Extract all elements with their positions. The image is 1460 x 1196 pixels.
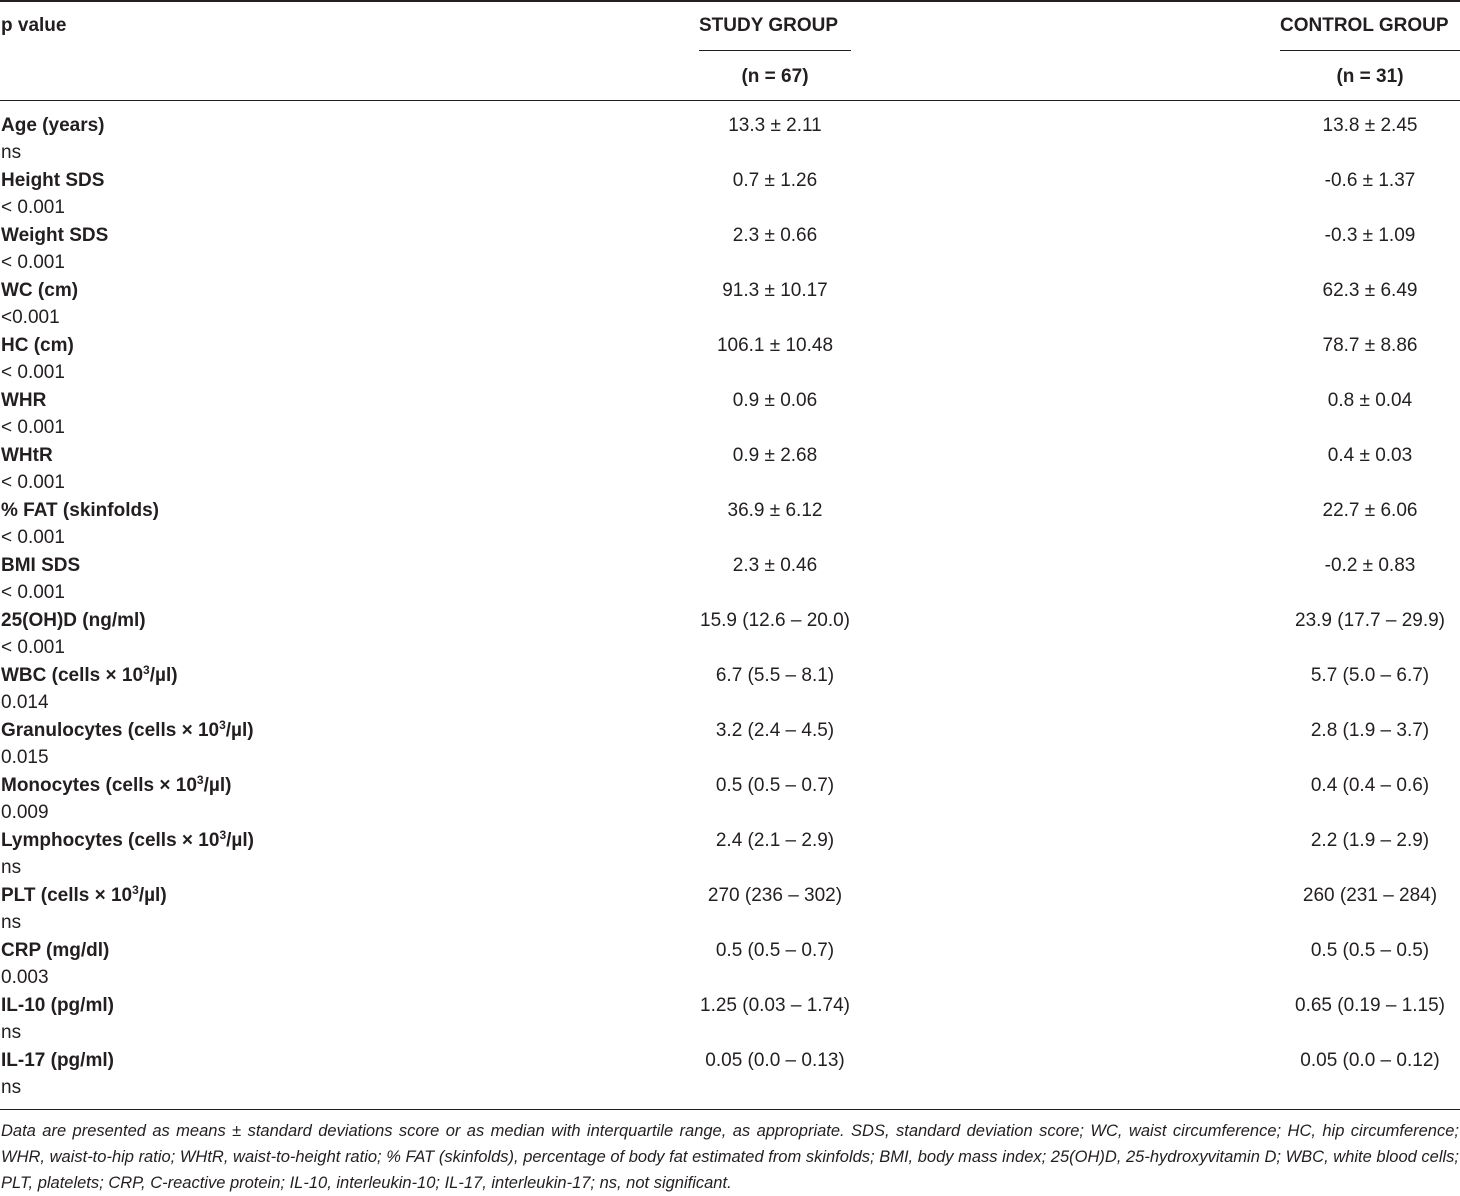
row-parameter [1, 388, 46, 414]
row-control-value: 0.65 (0.19 – 1.15) [1295, 995, 1445, 1016]
row-p-value: < 0.001 [1, 527, 65, 548]
table-row [0, 608, 1460, 663]
row-study-value: 2.3 ± 0.46 [732, 555, 818, 576]
control-header-underline [1280, 50, 1460, 51]
row-parameter-unit: /µl) [149, 665, 178, 686]
row-parameter [1, 278, 78, 304]
row-parameter-superscript: 3 [143, 663, 150, 677]
row-control-value: 5.7 (5.0 – 6.7) [1310, 665, 1430, 686]
table-body [0, 113, 1460, 1103]
row-p-value: 0.015 [1, 747, 49, 768]
row-p-value: 0.009 [1, 802, 49, 823]
row-study-value: 0.05 (0.0 – 0.13) [705, 1050, 845, 1071]
row-study-value: 0.5 (0.5 – 0.7) [715, 940, 835, 961]
row-p-value: 0.003 [1, 967, 49, 988]
row-parameter-unit: /µl) [203, 775, 232, 796]
row-parameter-label: Lymphocytes (cells × 10 [1, 830, 220, 851]
row-parameter-label: IL-17 (pg/ml) [1, 1050, 114, 1071]
row-control-value: 23.9 (17.7 – 29.9) [1295, 610, 1445, 631]
row-parameter-label: BMI SDS [1, 555, 81, 576]
table-row [0, 663, 1460, 718]
table-top-rule [0, 0, 1460, 2]
row-parameter [1, 553, 80, 579]
row-control-value: -0.6 ± 1.37 [1324, 170, 1416, 191]
row-study-value: 13.3 ± 2.11 [728, 115, 822, 136]
row-parameter [1, 773, 231, 799]
row-parameter-label: HC (cm) [1, 335, 74, 356]
row-study-value: 15.9 (12.6 – 20.0) [700, 610, 850, 631]
table-row [0, 1048, 1460, 1103]
table-row [0, 993, 1460, 1048]
row-control-value: 0.05 (0.0 – 0.12) [1300, 1050, 1440, 1071]
row-control-value: 78.7 ± 8.86 [1322, 335, 1418, 356]
row-control-value: 0.4 ± 0.03 [1327, 445, 1413, 466]
row-p-value: ns [1, 1077, 22, 1098]
row-parameter-label: Weight SDS [1, 225, 109, 246]
table-row [0, 938, 1460, 993]
row-parameter-label: 25(OH)D (ng/ml) [1, 610, 146, 631]
row-p-value: ns [1, 857, 22, 878]
row-parameter [1, 1048, 114, 1074]
row-p-value: < 0.001 [1, 252, 65, 273]
row-p-value: ns [1, 912, 22, 933]
header-bottom-rule [0, 100, 1460, 101]
row-control-value: 0.8 ± 0.04 [1327, 390, 1413, 411]
table-row [0, 828, 1460, 883]
row-parameter-unit: /µl) [138, 885, 167, 906]
row-parameter-label: Granulocytes (cells × 10 [1, 720, 220, 741]
row-study-value: 1.25 (0.03 – 1.74) [700, 995, 850, 1016]
row-parameter-unit: /µl) [225, 720, 254, 741]
row-parameter-unit: /µl) [226, 830, 254, 851]
table-row [0, 498, 1460, 553]
row-p-value: <0.001 [1, 307, 60, 328]
row-parameter-superscript: 3 [219, 828, 227, 842]
row-parameter [1, 883, 167, 909]
row-p-value: < 0.001 [1, 197, 65, 218]
row-parameter [1, 663, 178, 689]
table-row [0, 333, 1460, 388]
table-row [0, 278, 1460, 333]
row-parameter-label: Height SDS [1, 170, 105, 191]
row-study-value: 3.2 (2.4 – 4.5) [715, 720, 835, 741]
table-row [0, 443, 1460, 498]
row-parameter [1, 498, 159, 524]
row-control-value: 2.8 (1.9 – 3.7) [1310, 720, 1430, 741]
row-study-value: 0.5 (0.5 – 0.7) [715, 775, 835, 796]
row-parameter [1, 168, 104, 194]
row-parameter [1, 993, 114, 1019]
row-parameter-label: IL-10 (pg/ml) [1, 995, 114, 1016]
row-p-value: < 0.001 [1, 582, 65, 603]
row-parameter-label: WC (cm) [1, 280, 79, 301]
row-control-value: 0.4 (0.4 – 0.6) [1310, 775, 1430, 796]
study-header-underline [699, 50, 851, 51]
table-row [0, 718, 1460, 773]
row-parameter-label: WHR [1, 390, 47, 411]
row-control-value: 13.8 ± 2.45 [1322, 115, 1418, 136]
row-p-value: < 0.001 [1, 637, 65, 658]
row-study-value: 0.7 ± 1.26 [732, 170, 818, 191]
row-parameter [1, 443, 53, 469]
table-row [0, 773, 1460, 828]
table-row [0, 113, 1460, 168]
row-study-value: 0.9 ± 2.68 [732, 445, 818, 466]
table-row [0, 553, 1460, 608]
row-study-value: 2.4 (2.1 – 2.9) [715, 830, 835, 851]
row-p-value: ns [1, 1022, 22, 1043]
row-p-value: < 0.001 [1, 362, 65, 383]
table-row [0, 883, 1460, 938]
row-parameter-label: % FAT (skinfolds) [1, 500, 159, 521]
row-parameter-superscript: 3 [219, 718, 226, 732]
row-study-value: 270 (236 – 302) [707, 885, 843, 906]
row-p-value: < 0.001 [1, 472, 65, 493]
row-control-value: -0.2 ± 0.83 [1324, 555, 1416, 576]
row-study-value: 91.3 ± 10.17 [722, 280, 828, 301]
row-control-value: 260 (231 – 284) [1302, 885, 1438, 906]
row-control-value: 62.3 ± 6.49 [1322, 280, 1418, 301]
row-parameter [1, 223, 108, 249]
row-parameter-superscript: 3 [132, 883, 139, 897]
row-parameter [1, 828, 254, 854]
row-study-value: 6.7 (5.5 – 8.1) [715, 665, 835, 686]
row-parameter-superscript: 3 [196, 773, 204, 787]
table-footnote: Data are presented as means ± standard deviations score or as median with interquartile range, as appropriate. SDS, standard deviation score; WC, waist circumference; HC, hip circumference; WHR, waist-to-hip ratio; WHtR, waist-to-height ratio; % FAT (skinfolds), percentage of body fat estimated from skinfolds; BMI, body mass index; 25(OH)D, 25-hydroxyvitamin D; WBC, white blood cells; PLT, platelets; CRP, C-reactive protein; IL-10, interleukin-10; IL-17, interleukin-17; ns, not significant. [1, 1122, 1459, 1192]
row-parameter [1, 333, 74, 359]
row-parameter [1, 608, 146, 634]
study-group-header: STUDY GROUP [699, 15, 839, 36]
table-row [0, 388, 1460, 443]
study-group-n: (n = 67) [741, 66, 809, 87]
table-row [0, 168, 1460, 223]
row-parameter-label: Monocytes (cells × 10 [1, 775, 197, 796]
row-study-value: 0.9 ± 0.06 [732, 390, 818, 411]
row-parameter-label: CRP (mg/dl) [1, 940, 110, 961]
row-parameter-label: PLT (cells × 10 [1, 885, 133, 906]
control-group-n: (n = 31) [1336, 66, 1404, 87]
row-parameter-label: Age (years) [1, 115, 105, 136]
row-study-value: 106.1 ± 10.48 [716, 335, 834, 356]
row-study-value: 2.3 ± 0.66 [732, 225, 818, 246]
row-parameter-label: WBC (cells × 10 [1, 665, 144, 686]
row-parameter [1, 938, 109, 964]
row-p-value: ns [1, 142, 22, 163]
p-value-header: p value [1, 15, 67, 36]
row-control-value: 2.2 (1.9 – 2.9) [1310, 830, 1430, 851]
table-row [0, 223, 1460, 278]
control-group-header: CONTROL GROUP [1280, 15, 1449, 36]
row-control-value: 22.7 ± 6.06 [1322, 500, 1418, 521]
row-parameter [1, 718, 254, 744]
row-p-value: 0.014 [1, 692, 49, 713]
row-study-value: 36.9 ± 6.12 [727, 500, 823, 521]
row-control-value: 0.5 (0.5 – 0.5) [1310, 940, 1430, 961]
row-parameter [1, 113, 105, 139]
row-parameter-label: WHtR [1, 445, 53, 466]
row-control-value: -0.3 ± 1.09 [1324, 225, 1416, 246]
row-p-value: < 0.001 [1, 417, 65, 438]
table-bottom-rule [0, 1109, 1460, 1110]
